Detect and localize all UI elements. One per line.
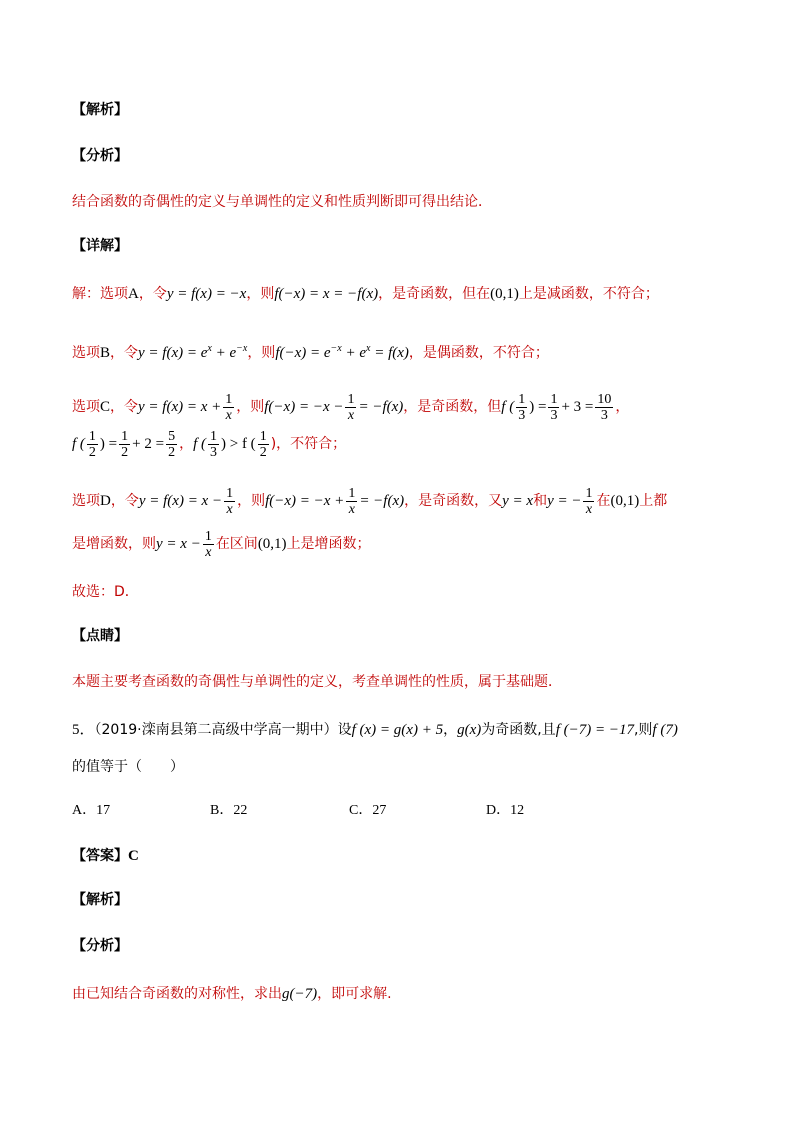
option-label: D (100, 493, 111, 509)
fraction-numerator: 1 (259, 428, 267, 444)
text: 解：选项 (72, 286, 128, 302)
fraction-numerator: 1 (209, 428, 217, 444)
math-expression: g(−7) (282, 986, 318, 1002)
analysis-text-2 (72, 984, 392, 1004)
heading-jiexi: 【解析】 (72, 102, 128, 118)
math-expression: + 3 = (561, 399, 594, 415)
text: ，令 (110, 345, 139, 361)
text: 是增函数，则 (72, 536, 156, 552)
fraction-denominator: x (348, 501, 355, 517)
text: 选项 (72, 345, 100, 361)
text: 选项 (72, 493, 100, 509)
fraction-denominator: 3 (550, 407, 558, 423)
fraction-denominator: x (347, 407, 355, 423)
fraction-numerator: 1 (347, 391, 355, 407)
fraction (548, 392, 559, 423)
math-expression: g(x) (457, 722, 482, 738)
heading-xiangjie: 【详解】 (72, 238, 128, 254)
answer-line (72, 846, 139, 866)
solution-option-c (72, 390, 629, 424)
fraction-denominator: 3 (209, 444, 217, 460)
math-expression: f (−7) = −17 (555, 722, 634, 738)
fraction (203, 529, 214, 560)
math-expression: f(−x) = x = −f(x) (274, 286, 379, 302)
heading-daan: 【答案】 (72, 848, 128, 864)
text: ，则 (247, 345, 276, 361)
fraction-denominator: 2 (259, 444, 267, 460)
fraction-numerator: 1 (226, 485, 234, 501)
text: 为奇函数,且 (481, 722, 556, 738)
fraction-numerator: 1 (550, 391, 558, 407)
heading-dianjing: 【点睛】 (72, 628, 128, 644)
solution-option-d (72, 484, 667, 518)
fraction-numerator: 10 (597, 391, 612, 407)
fraction-denominator: x (226, 501, 233, 517)
text: 在区间 (215, 536, 258, 552)
text: ， (443, 722, 458, 738)
text: ， (615, 399, 630, 415)
fraction (346, 486, 357, 517)
math-expression: + e (341, 345, 366, 361)
math-expression: f(−x) = −x + (265, 493, 345, 509)
question-5-stem (72, 720, 678, 740)
math-expression: y = f(x) = −x (166, 286, 247, 302)
math-interval: (0,1) (610, 493, 640, 509)
fraction-numerator: 1 (518, 391, 526, 407)
fraction (119, 429, 130, 460)
text: 和 (533, 493, 548, 509)
option-label: A (128, 286, 139, 302)
solution-option-b (72, 339, 549, 363)
text: ，令 (110, 399, 139, 415)
math-expression: y = x − (156, 536, 201, 552)
text: 由已知结合奇函数的对称性，求出 (72, 986, 282, 1002)
math-expression: y = f(x) = x − (138, 493, 223, 509)
math-expression: ) > f ( (220, 436, 256, 452)
option-a: A．17 (72, 803, 111, 818)
fraction (208, 429, 219, 460)
fraction (258, 429, 269, 460)
text: ，则 (237, 493, 266, 509)
solution-option-a (72, 284, 659, 304)
fraction-numerator: 1 (88, 428, 96, 444)
fraction (224, 486, 235, 517)
text: 在 (596, 493, 611, 509)
text: ，令 (138, 286, 167, 302)
text: ，是奇函数，但 (403, 399, 502, 415)
math-expression: f (7) (652, 722, 678, 738)
math-expression: ) = (529, 399, 547, 415)
fraction (595, 392, 613, 423)
math-expression: f(−x) = e (275, 345, 331, 361)
solution-option-d-cont (72, 527, 371, 561)
fraction-numerator: 1 (225, 391, 233, 407)
math-expression: f ( (193, 436, 206, 452)
fraction (583, 486, 594, 517)
question-number: 5． (72, 722, 95, 738)
math-expression: f (x) = g(x) + 5 (351, 722, 444, 738)
fraction-denominator: x (585, 501, 593, 517)
fraction (516, 392, 527, 423)
text: 上是增函数； (286, 536, 371, 552)
fraction-numerator: 1 (121, 428, 129, 444)
math-exponent: −x (236, 343, 248, 354)
option-label: B (100, 345, 111, 361)
text: 设 (337, 722, 352, 738)
fraction-denominator: x (225, 407, 232, 423)
math-expression: f ( (501, 399, 515, 415)
heading-fenxi: 【分析】 (72, 148, 128, 164)
option-c: C．27 (349, 803, 387, 818)
text: ，则 (236, 399, 265, 415)
fraction-denominator: 2 (121, 444, 129, 460)
text: ，是奇函数，但在 (378, 286, 491, 302)
final-choice: 故选：D． (72, 584, 139, 600)
math-expression: y = x (502, 493, 534, 509)
fraction-denominator: 3 (600, 407, 608, 423)
math-exponent: x (207, 343, 212, 354)
math-expression: y = f(x) = e (138, 345, 208, 361)
math-expression: + e (211, 345, 237, 361)
text: ,则 (633, 722, 653, 738)
fraction (345, 392, 356, 423)
remark-text: 本题主要考查函数的奇偶性与单调性的定义，考查单调性的性质，属于基础题． (72, 674, 562, 690)
text: 上都 (639, 493, 668, 509)
fraction-denominator: x (205, 544, 212, 560)
math-interval: (0,1) (257, 536, 287, 552)
math-expression: f(−x) = −x − (264, 399, 344, 415)
math-exponent: x (366, 343, 371, 354)
math-expression: y = − (547, 493, 582, 509)
fraction-denominator: 2 (168, 444, 176, 460)
text: )，不符合； (270, 436, 347, 452)
fraction-numerator: 1 (585, 485, 593, 501)
text: ，令 (110, 493, 139, 509)
analysis-text: 结合函数的奇偶性的定义与单调性的定义和性质判断即可得出结论． (72, 194, 492, 210)
text: ， (179, 436, 194, 452)
math-expression: + 2 = (132, 436, 165, 452)
text: 选项 (72, 399, 100, 415)
text: ，则 (246, 286, 275, 302)
text: ，是偶函数，不符合； (408, 345, 549, 361)
answer-value: C (128, 848, 139, 864)
option-label: C (100, 399, 111, 415)
fraction-numerator: 5 (168, 428, 176, 444)
fraction (87, 429, 98, 460)
solution-option-c-cont (72, 427, 346, 461)
math-exponent: −x (330, 343, 342, 354)
fraction-denominator: 3 (518, 407, 526, 423)
fraction (223, 392, 234, 423)
fraction (166, 429, 177, 460)
fraction-numerator: 1 (348, 485, 356, 501)
math-expression: = −f(x) (359, 493, 405, 509)
option-b: B．22 (210, 803, 248, 818)
heading-jiexi-2: 【解析】 (72, 892, 128, 908)
fraction-numerator: 1 (204, 528, 212, 544)
math-interval: (0,1) (490, 286, 519, 302)
text: 上是减函数，不符合； (518, 286, 659, 302)
question-5-stem-cont: 的值等于（ ） (72, 759, 184, 775)
option-d: D．12 (486, 803, 525, 818)
math-expression: ) = (99, 436, 118, 452)
math-expression: = f(x) (370, 345, 409, 361)
math-expression: = −f(x) (358, 399, 404, 415)
text: ，是奇函数，又 (404, 493, 503, 509)
question-source: （2019·滦南县第二高级中学高一期中） (94, 722, 338, 738)
text: ，即可求解. (317, 986, 392, 1002)
math-expression: f ( (72, 436, 85, 452)
heading-fenxi-2: 【分析】 (72, 938, 128, 954)
fraction-denominator: 2 (88, 444, 96, 460)
math-expression: y = f(x) = x + (138, 399, 222, 415)
